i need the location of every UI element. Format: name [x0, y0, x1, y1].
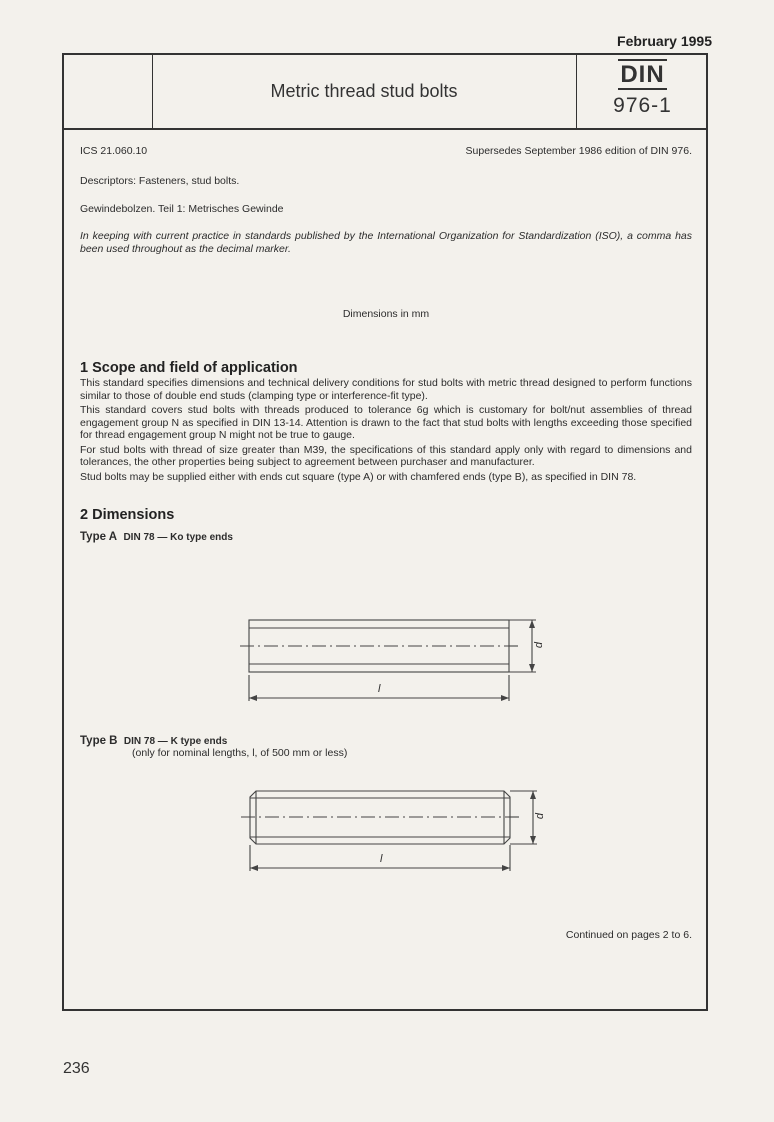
descriptors: Descriptors: Fasteners, stud bolts. — [80, 175, 240, 187]
section-1-paragraph: This standard covers stud bolts with threads produced to tolerance 6g which is customary for bolt/nut assemblies of thread engagement group N as specified in DIN 13-14. Attention is drawn to the fact that stud bolts with lengths exceeding those specified for thread engagement group N might not be true to gauge. — [80, 404, 692, 441]
type-a-l-label: l — [378, 683, 381, 695]
type-a-d-label: d — [533, 641, 546, 649]
section-1-heading: 1 Scope and field of application — [80, 359, 298, 376]
section-1-paragraph: For stud bolts with thread of size greater than M39, the specifications of this standard apply only with regard to dimensions and tolerances, the other properties being subject to agreement between purchaser and manufacturer. — [80, 443, 692, 468]
section-1-paragraph: This standard specifies dimensions and technical delivery conditions for stud bolts with metric thread designed to perform functions similar to those of double end studs (clamping type or interference-fit type). — [80, 377, 692, 402]
din-label: DIN — [620, 61, 665, 88]
din-number: 976-1 — [613, 94, 672, 117]
type-b-note: (only for nominal lengths, l, of 500 mm or less) — [132, 747, 348, 759]
type-b-drawing — [64, 55, 710, 1013]
continued-note: Continued on pages 2 to 6. — [565, 929, 692, 941]
issue-date: February 1995 — [617, 33, 712, 49]
german-title: Gewindebolzen. Teil 1: Metrisches Gewinde — [80, 202, 284, 215]
type-b-desc: DIN 78 — K type ends — [123, 736, 228, 747]
supersedes-note: Supersedes September 1986 edition of DIN 976. — [465, 145, 692, 157]
document-title: Metric thread stud bolts — [152, 55, 577, 128]
type-b-d-label: d — [534, 812, 547, 820]
type-b-label: Type B — [80, 735, 118, 747]
iso-note: In keeping with current practice in standards published by the International Organization for Standardization (ISO), a comma has been used throughout as the decimal marker. — [80, 230, 692, 255]
section-2-heading: 2 Dimensions — [80, 507, 175, 523]
type-a-label: Type A — [80, 530, 118, 543]
section-1-paragraph: Stud bolts may be supplied either with ends cut square (type A) or with chamfered ends (type B), as specified in DIN 78. — [80, 470, 637, 483]
page-number: 236 — [63, 1060, 90, 1077]
dimensions-note: Dimensions in mm — [342, 308, 430, 320]
ics-code: ICS 21.060.10 — [80, 145, 148, 157]
type-b-l-label: l — [380, 853, 383, 865]
standard-frame — [62, 53, 708, 1011]
type-a-desc: DIN 78 — Ko type ends — [123, 531, 233, 543]
